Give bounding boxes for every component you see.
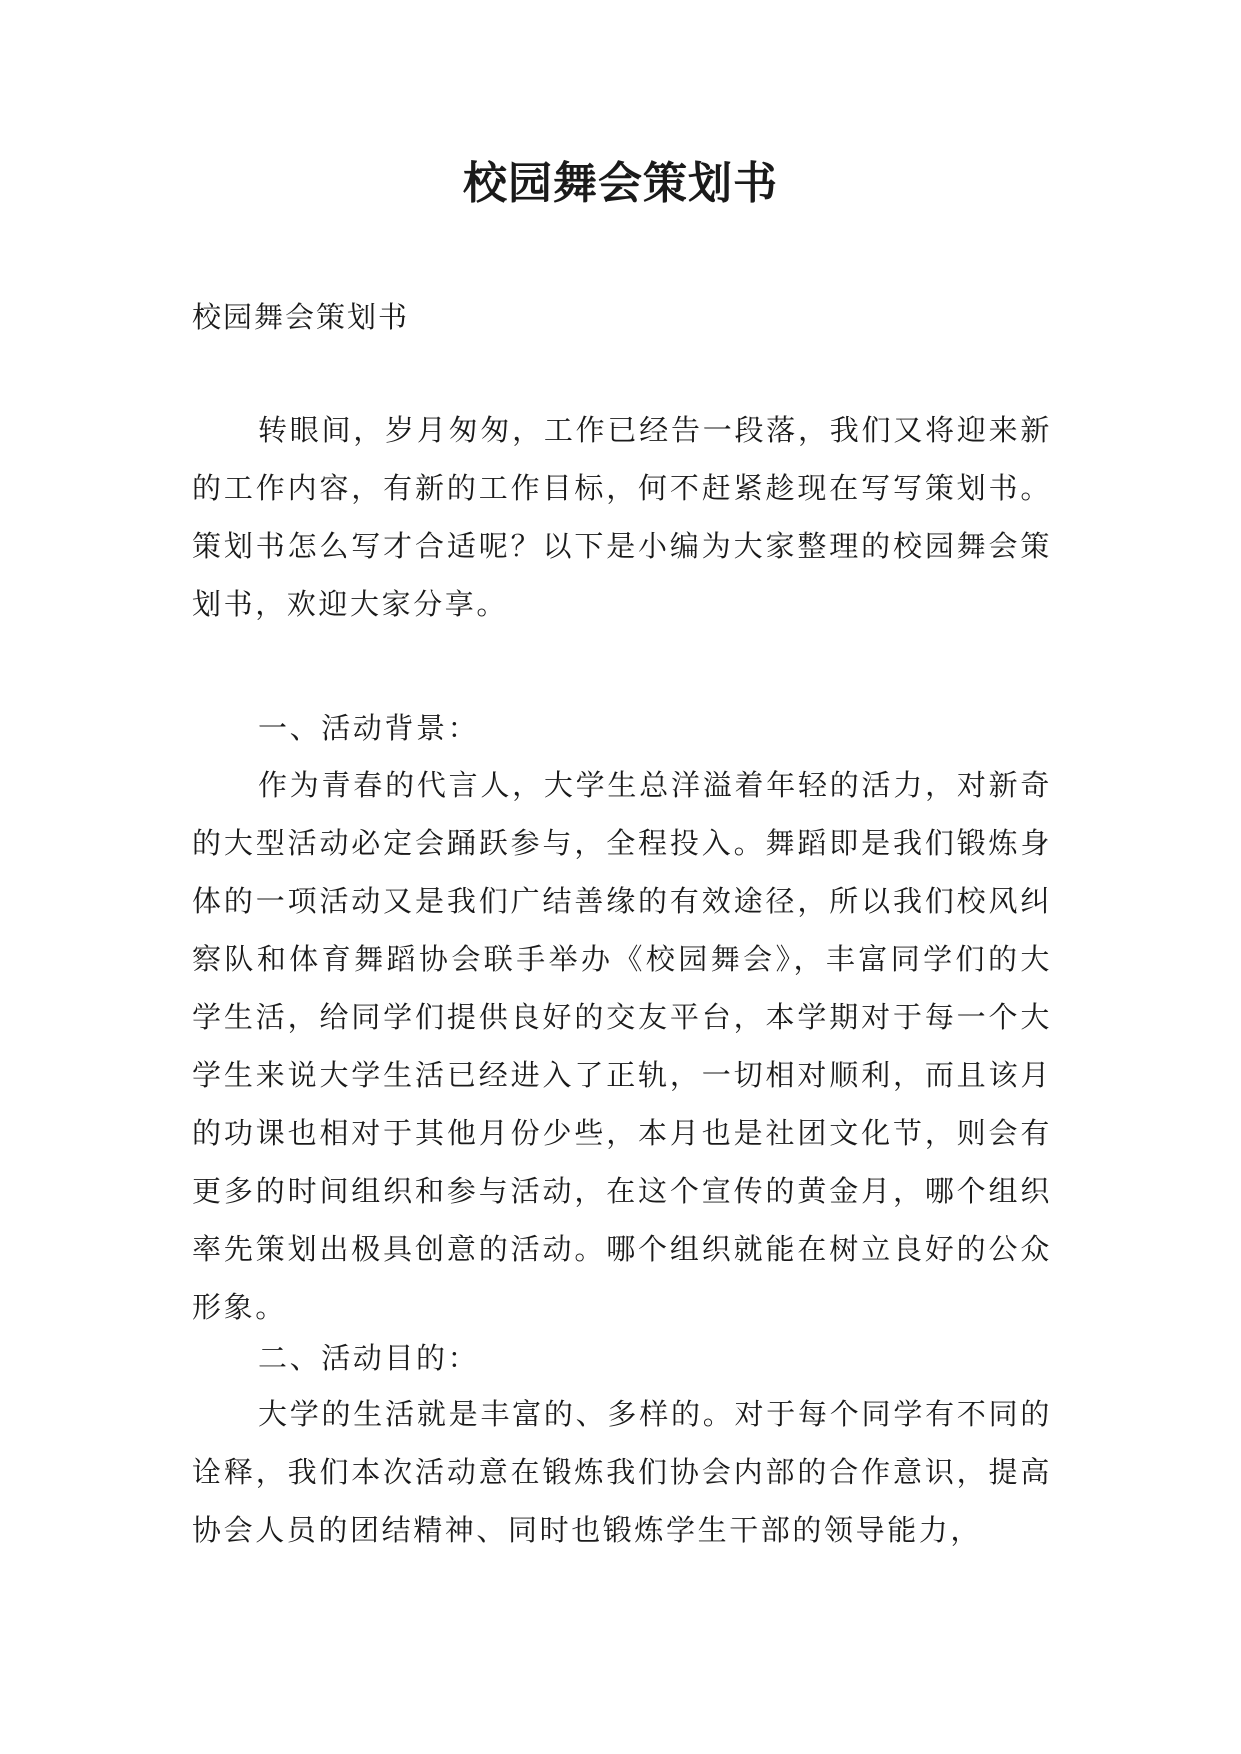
- document-subtitle: 校园舞会策划书: [192, 300, 410, 334]
- section-paragraph-background: 作为青春的代言人，大学生总洋溢着年轻的活力，对新奇的大型活动必定会踊跃参与，全程投入。舞蹈即是我们锻炼身体的一项活动又是我们广结善缘的有效途径，所以我们校风纠察队和体育舞蹈协会联手举办《校园舞会》，丰富同学们的大学生活，给同学们提供良好的交友平台，本学期对于每一个大学生来说大学生活已经进入了正轨，一切相对顺利，而且该月的功课也相对于其他月份少些，本月也是社团文化节，则会有更多的时间组织和参与活动，在这个宣传的黄金月，哪个组织率先策划出极具创意的活动。哪个组织就能在树立良好的公众形象。: [192, 768, 1052, 1324]
- intro-paragraph: 转眼间，岁月匆匆，工作已经告一段落，我们又将迎来新的工作内容，有新的工作目标，何不赶紧趁现在写写策划书。策划书怎么写才合适呢？以下是小编为大家整理的校园舞会策划书，欢迎大家分享。: [192, 413, 1052, 621]
- document-title: 校园舞会策划书: [463, 158, 778, 209]
- section-paragraph-purpose: 大学的生活就是丰富的、多样的。对于每个同学有不同的诠释，我们本次活动意在锻炼我们协会内部的合作意识，提高协会人员的团结精神、同时也锻炼学生干部的领导能力，: [192, 1397, 1052, 1547]
- section-heading-purpose: 二、活动目的：: [258, 1341, 480, 1375]
- section-heading-background: 一、活动背景：: [258, 711, 480, 745]
